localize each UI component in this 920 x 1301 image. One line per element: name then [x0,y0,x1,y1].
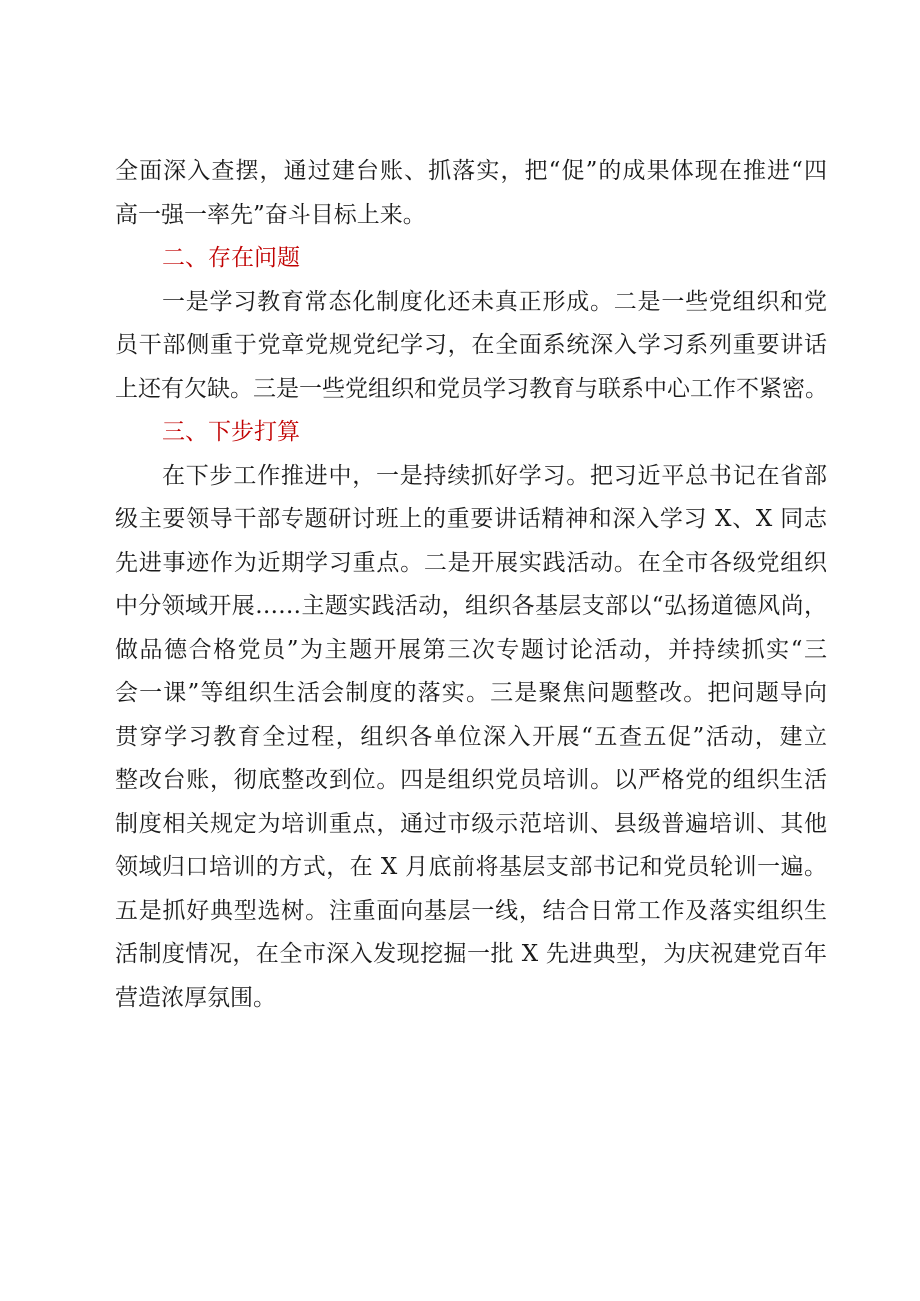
text-line: 营造浓厚氛围。 [115,984,276,1011]
text-line: 领域归口培训的方式，在 X 月底前将基层支部书记和党员轮训一遍。 [115,854,827,880]
text-line: 在下步工作推进中，一是持续抓好学习。把习近平总书记在省部 [162,462,827,489]
text-line: 员干部侧重于党章党规党纪学习，在全面系统深入学习系列重要讲话 [115,332,827,358]
paragraph-problems [115,281,827,412]
text-line: 级主要领导干部专题研讨班上的重要讲话精神和深入学习 X、X 同志 [115,506,827,532]
section-heading-problems: 二、存在问题 [162,245,300,271]
paragraph-continuation [115,150,827,237]
text-line: 做品德合格党员”为主题开展第三次专题讨论活动，并持续抓实“三 [115,636,827,663]
paragraph-next-steps [115,455,827,1021]
text-line: 上还有欠缺。三是一些党组织和党员学习教育与联系中心工作不紧密。 [115,375,828,402]
text-line: 制度相关规定为培训重点，通过市级示范培训、县级普遍培训、其他 [115,810,827,837]
section-heading-next-steps: 三、下步打算 [162,419,300,445]
text-line: 中分领域开展……主题实践活动，组织各基层支部以“弘扬道德风尚， [115,593,827,619]
text-line: 活制度情况，在全市深入发现挖掘一批 X 先进典型，为庆祝建党百年 [115,941,827,967]
document-body [115,150,827,1020]
text-line: 一是学习教育常态化制度化还未真正形成。二是一些党组织和党 [162,288,827,315]
text-line: 先进事迹作为近期学习重点。二是开展实践活动。在全市各级党组织 [115,549,827,576]
text-line: 全面深入查摆，通过建台账、抓落实，把“促”的成果体现在推进“四 [115,158,827,184]
text-line: 会一课”等组织生活会制度的落实。三是聚焦问题整改。把问题导向 [115,680,827,706]
text-line: 贯穿学习教育全过程，组织各单位深入开展“五查五促”活动，建立 [115,723,827,750]
text-line: 整改台账，彻底整改到位。四是组织党员培训。以严格党的组织生活 [115,767,827,793]
text-line: 五是抓好典型选树。注重面向基层一线，结合日常工作及落实组织生 [115,897,827,924]
text-line: 高一强一率先”奋斗目标上来。 [115,201,426,228]
